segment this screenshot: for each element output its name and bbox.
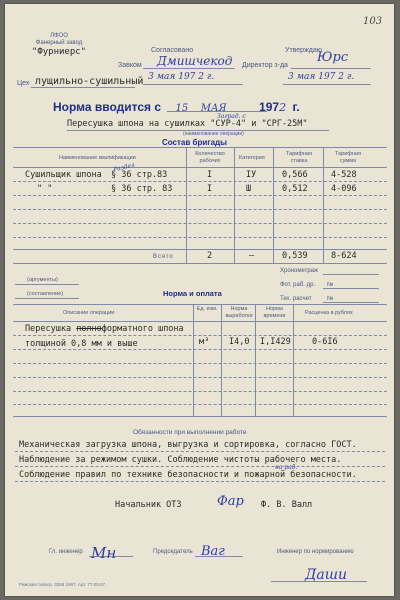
brigade-row-rate: 0,512	[282, 184, 308, 194]
norm-title	[53, 98, 300, 116]
bottom-signer-label: Председатель	[153, 549, 193, 555]
operation-text: Пересушка шпона на сушилках "СУР-4" и "СРГ-25М"	[67, 119, 308, 129]
brigade-row-line	[13, 209, 387, 210]
norm-row-time: I,I429	[260, 337, 291, 347]
duties-line: Соблюдение правил по технике безопасности и пожарной безопасности.	[19, 470, 357, 480]
agreed-label: Согласовано	[151, 47, 194, 54]
brigade-total-sum: 8-624	[331, 251, 357, 261]
footer-print: Рижская типогр. 3268 1967. Арт. 77.00.07.	[19, 582, 107, 587]
norm-row-line	[13, 377, 387, 378]
brigade-col-line	[323, 147, 324, 263]
bottom-signature: Ваг	[201, 544, 225, 559]
duties-hand-note: на раб.	[275, 464, 298, 471]
shop-line	[31, 87, 135, 88]
director-signature: Юрс	[317, 50, 349, 65]
brigade-header: Тарифная сумма	[335, 151, 361, 164]
corner-number: 103	[363, 16, 383, 27]
norm-row-line1-rest: форматного шпона	[101, 324, 184, 334]
director-line	[291, 68, 371, 69]
brigade-row-count: I	[207, 184, 213, 194]
norm-table-bottom	[13, 416, 387, 417]
brigade-header: Категория	[239, 155, 265, 161]
head-signature: Фар	[217, 494, 244, 509]
norm-header-line	[13, 321, 387, 322]
brigade-row-sum: 4-096	[331, 184, 357, 194]
norm-row-line	[13, 349, 387, 350]
norm-title-suffix: г.	[292, 100, 300, 114]
norm-header: Норма времени	[263, 306, 286, 319]
brigade-row-hand: Раздел	[112, 161, 136, 174]
brigade-col-line	[234, 147, 235, 263]
brigade-row-category: Ш	[246, 184, 252, 194]
norm-row-line	[13, 335, 387, 336]
right-label: Хронометраж	[280, 268, 319, 274]
org-name: "Фурниерс"	[31, 47, 87, 57]
right-number: №	[327, 296, 334, 302]
brigade-row-line	[13, 181, 387, 182]
brigade-row-section: § 36 стр.83	[111, 170, 168, 180]
date-left: 3 мая 197 2 г.	[148, 72, 215, 82]
zavkom-label: Завком	[118, 62, 142, 69]
approved-label: Утверждаю	[285, 47, 322, 54]
brigade-row-line	[13, 223, 387, 224]
brigade-header: Наименование квалификации	[59, 155, 136, 161]
brigade-total-count: 2	[207, 251, 213, 261]
brigade-total-top	[13, 249, 387, 250]
duties-rule	[15, 451, 385, 452]
date-right-line	[283, 84, 371, 85]
brigade-row-line	[13, 195, 387, 196]
duties-line: Наблюдение за режимом сушки. Соблюдение чистоты рабочего места.	[19, 455, 342, 465]
date-left-line	[143, 84, 243, 85]
norm-header: Норма выработки	[225, 306, 253, 319]
brigade-col-line	[273, 147, 274, 263]
brigade-total-rate: 0,539	[282, 251, 308, 261]
right-number: №	[327, 282, 334, 288]
brigade-row-sum: 4-528	[331, 170, 357, 180]
norm-row-unit: м³	[199, 337, 210, 347]
norm-date-line	[167, 111, 267, 112]
brigade-header: Количество рабочих	[195, 151, 225, 164]
norm-row-norm: I4,0	[229, 337, 250, 347]
norm-row-strike: полно	[76, 324, 102, 334]
norm-header: Расценка в рублях	[305, 310, 353, 316]
norm-row-line2: толщиной 0,8 мм и выше	[25, 339, 138, 349]
norm-year-hand: 2	[279, 101, 287, 114]
left-caption-line	[15, 298, 79, 299]
brigade-title: Состав бригады	[162, 138, 227, 147]
norm-row-line	[13, 363, 387, 364]
bottom-signature: Мн	[91, 544, 117, 562]
shop-value: лущильно-сушильный	[35, 76, 144, 87]
bottom-signature: Даши	[305, 567, 348, 583]
org-line: Фанерный завод	[35, 40, 83, 46]
brigade-bottom-line	[13, 263, 387, 264]
norm-table-top	[13, 304, 387, 305]
brigade-total-label: Всего	[153, 254, 174, 260]
operation-hand-insert: Заград. с	[217, 113, 246, 120]
org-block	[27, 33, 91, 58]
brigade-top-line	[13, 147, 387, 148]
norm-row-line	[13, 391, 387, 392]
norm-row-line1	[25, 324, 184, 334]
duties-rule	[15, 466, 385, 467]
brigade-total-category: –	[249, 251, 255, 261]
duties-rule	[15, 481, 385, 482]
brigade-row-section: § 36 стр. 83	[111, 184, 173, 194]
right-label: Тех. расчет	[280, 296, 312, 302]
zavkom-line	[143, 68, 235, 69]
norm-title-prefix: Норма вводится с	[53, 100, 162, 114]
left-caption-line	[15, 284, 79, 285]
brigade-row-category: IУ	[246, 170, 257, 180]
right-label: Фот. раб. др.	[280, 282, 316, 288]
norm-year: 197	[259, 100, 280, 114]
duties-line: Механическая загрузка шпона, выгрузка и сортировка, согласно ГОСТ.	[19, 440, 357, 450]
norm-row-line1-text: Пересушка	[25, 324, 77, 334]
date-right: 3 мая 197 2 г.	[288, 72, 355, 82]
norm-block-title: Норма и оплата	[163, 289, 222, 298]
brigade-row-line	[13, 237, 387, 238]
bottom-signer-label: Гл. инженер	[49, 549, 83, 555]
brigade-row-rate: 0,566	[282, 170, 308, 180]
brigade-header-line	[13, 167, 387, 168]
shop-label: Цех	[17, 80, 30, 87]
head-label: Начальник ОТЗ	[115, 500, 182, 510]
right-label-line	[323, 288, 379, 289]
brigade-header: Тарифная ставка	[286, 151, 312, 164]
norm-header: Описание операции	[63, 310, 115, 316]
left-caption: (составление)	[27, 291, 64, 297]
director-label: Директор з-да	[242, 62, 288, 69]
org-line: ЛФОО	[50, 33, 68, 39]
left-caption: (аргументы)	[27, 277, 58, 283]
norm-month: МАЯ	[200, 103, 227, 114]
duties-title: Обязанности при выполнении работе	[133, 429, 247, 436]
zavkom-signature: Дмишчекод	[157, 54, 233, 68]
document-sheet	[5, 4, 394, 596]
brigade-row-name: Сушильщик шпона	[25, 170, 102, 180]
norm-row-line	[13, 404, 387, 405]
bottom-signer-label: Инженер по нормированию	[277, 549, 354, 555]
norm-row-price: 0-6I6	[312, 337, 338, 347]
head-name: Ф. В. Валл	[261, 500, 313, 510]
brigade-row-count: I	[207, 170, 213, 180]
brigade-row-name: " "	[37, 184, 53, 194]
norm-day: 15	[175, 103, 189, 114]
right-label-line	[323, 302, 379, 303]
norm-header: Ед. изм.	[196, 306, 218, 312]
operation-caption: (наименование операции)	[183, 131, 244, 137]
brigade-col-line	[186, 147, 187, 263]
right-label-line	[323, 274, 379, 275]
